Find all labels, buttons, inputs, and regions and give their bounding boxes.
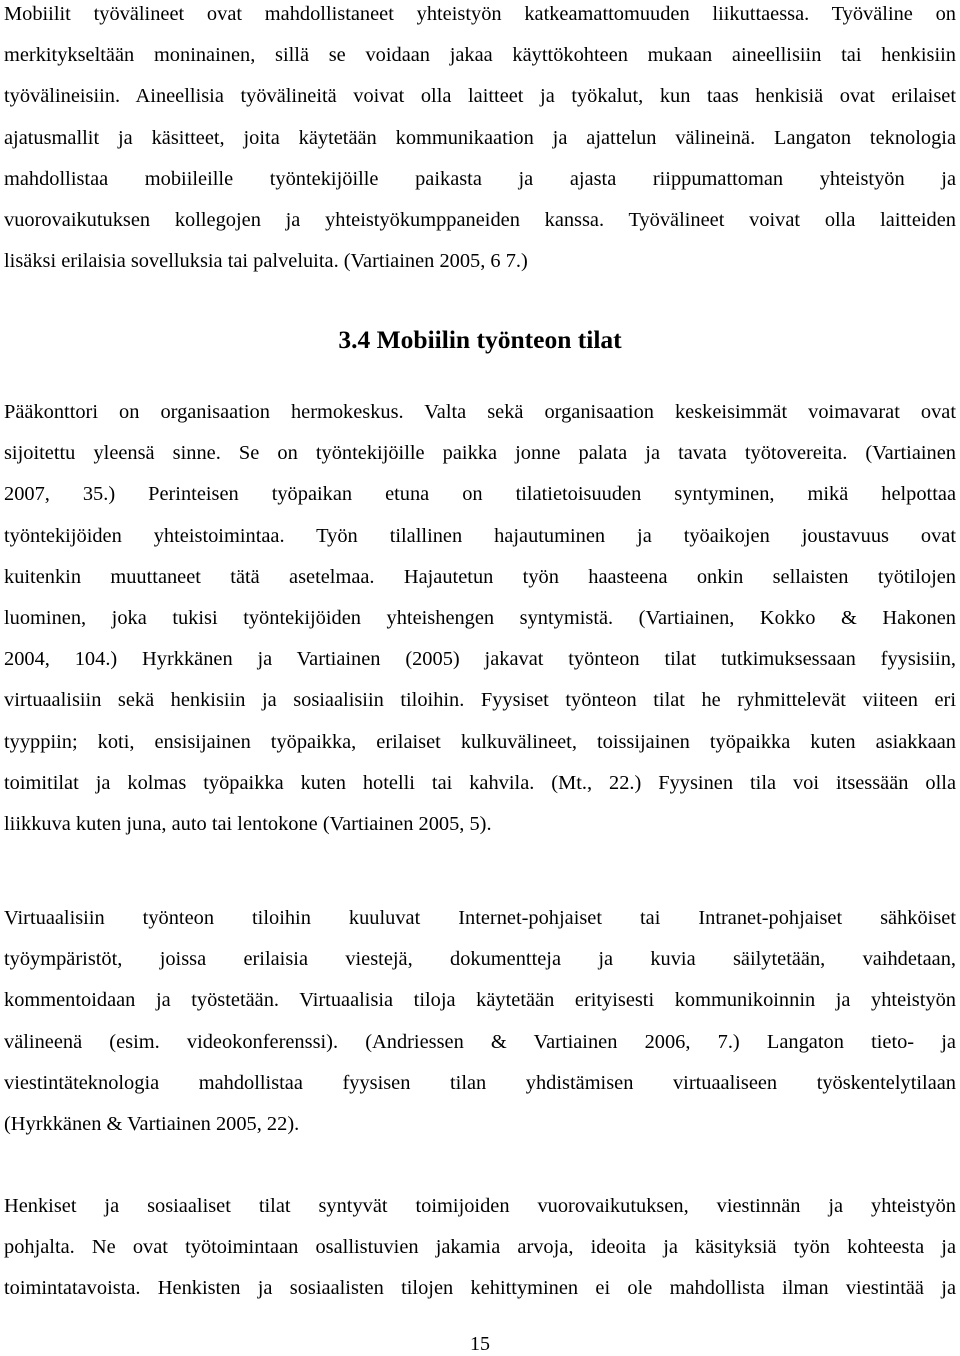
- text-line: välineenä (esim. videokonferenssi). (Andriessen & Vartiainen 2006, 7.) Langaton tieto- ja: [4, 1030, 956, 1053]
- section-heading: 3.4 Mobiilin työnteon tilat: [338, 325, 622, 354]
- text-line: (Hyrkkänen & Vartiainen 2005, 22).: [4, 1113, 300, 1136]
- text-line: toimintatavoista. Henkisten ja sosiaalisten tilojen kehittyminen ei ole mahdollista ilman viestintää ja: [4, 1277, 956, 1300]
- text-line: työntekijöiden yhteistoimintaa. Työn tilallinen hajautuminen ja työaikojen joustavuus ovat: [4, 524, 956, 547]
- text-line: työvälineisiin. Aineellisia työvälineitä voivat olla laitteet ja työkalut, kun taas henkisiä ovat erilaiset: [4, 85, 956, 108]
- text-line: sijoitettu yleensä sinne. Se on työntekijöille paikka jonne palata ja tavata työtovereita. (Vartiainen: [4, 442, 956, 465]
- text-line: ajatusmallit ja käsitteet, joita käytetään kommunikaation ja ajattelun välineinä. Langaton teknologia: [4, 126, 956, 149]
- text-line: viestintäteknologia mahdollistaa fyysisen tilan yhdistämisen virtuaaliseen työskentelytilaan: [4, 1071, 956, 1094]
- text-line: Mobiilit työvälineet ovat mahdollistaneet yhteistyön katkeamattomuuden liikuttaessa. Työväline on: [4, 3, 956, 25]
- text-line: lisäksi erilaisia sovelluksia tai palveluita. (Vartiainen 2005, 6 7.): [4, 250, 528, 273]
- paragraph-mobile-tools: [4, 0, 956, 282]
- text-line: merkitykseltään moninainen, sillä se voidaan jakaa käyttökohteen mukaan aineellisiin tai henkisiin: [4, 44, 956, 67]
- text-line: kuitenkin muuttaneet tätä asetelmaa. Hajautetun työn haasteena onkin sellaisten työtilojen: [4, 565, 956, 588]
- text-line: vuorovaikutuksen kollegojen ja yhteistyökumppaneiden kanssa. Työvälineet voivat olla laitteiden: [4, 209, 956, 232]
- text-line: pohjalta. Ne ovat työtoimintaan osallistuvien jakamia arvoja, ideoita ja käsityksiä työn kohteesta ja: [4, 1236, 956, 1259]
- text-line: 2007, 35.) Perinteisen työpaikan etuna on tilatietoisuuden syntyminen, mikä helpottaa: [4, 483, 956, 506]
- text-line: Pääkonttori on organisaation hermokeskus. Valta sekä organisaation keskeisimmät voimavarat ovat: [4, 401, 956, 423]
- text-line: työympäristöt, joissa erilaisia viestejä, dokumentteja ja kuvia säilytetään, vaihdetaan,: [4, 948, 956, 971]
- text-line: Virtuaalisiin työnteon tiloihin kuuluvat Internet-pohjaiset tai Intranet-pohjaiset sähköiset: [4, 907, 956, 929]
- paragraph-virtual-spaces: [4, 898, 956, 1145]
- paragraph-social-spaces: [4, 1186, 956, 1310]
- text-line: tyyppiin; koti, ensisijainen työpaikka, erilaiset kulkuvälineet, toissijainen työpaikka kuten asiakkaan: [4, 730, 956, 753]
- text-line: kommentoidaan ja työstetään. Virtuaalisia tiloja käytetään erityisesti kommunikoinnin ja yhteistyön: [4, 989, 956, 1012]
- text-line: virtuaalisiin sekä henkisiin ja sosiaalisiin tiloihin. Fyysiset työnteon tilat he ryhmittelevät viiteen eri: [4, 689, 956, 712]
- text-line: liikkuva kuten juna, auto tai lentokone (Vartiainen 2005, 5).: [4, 813, 492, 836]
- text-line: 2004, 104.) Hyrkkänen ja Vartiainen (2005) jakavat työnteon tilat tutkimuksessaan fyysisiin,: [4, 648, 956, 671]
- text-line: luominen, joka tukisi työntekijöiden yhteishengen syntymistä. (Vartiainen, Kokko & Hakonen: [4, 607, 956, 630]
- page-number: 15: [470, 1333, 490, 1355]
- paragraph-headquarters: [4, 392, 956, 845]
- text-line: Henkiset ja sosiaaliset tilat syntyvät toimijoiden vuorovaikutuksen, viestinnän ja yhteistyön: [4, 1195, 956, 1217]
- text-line: mahdollistaa mobiileille työntekijöille paikasta ja ajasta riippumattoman yhteistyön ja: [4, 167, 956, 190]
- text-line: toimitilat ja kolmas työpaikka kuten hotelli tai kahvila. (Mt., 22.) Fyysinen tila voi itsessään olla: [4, 771, 956, 794]
